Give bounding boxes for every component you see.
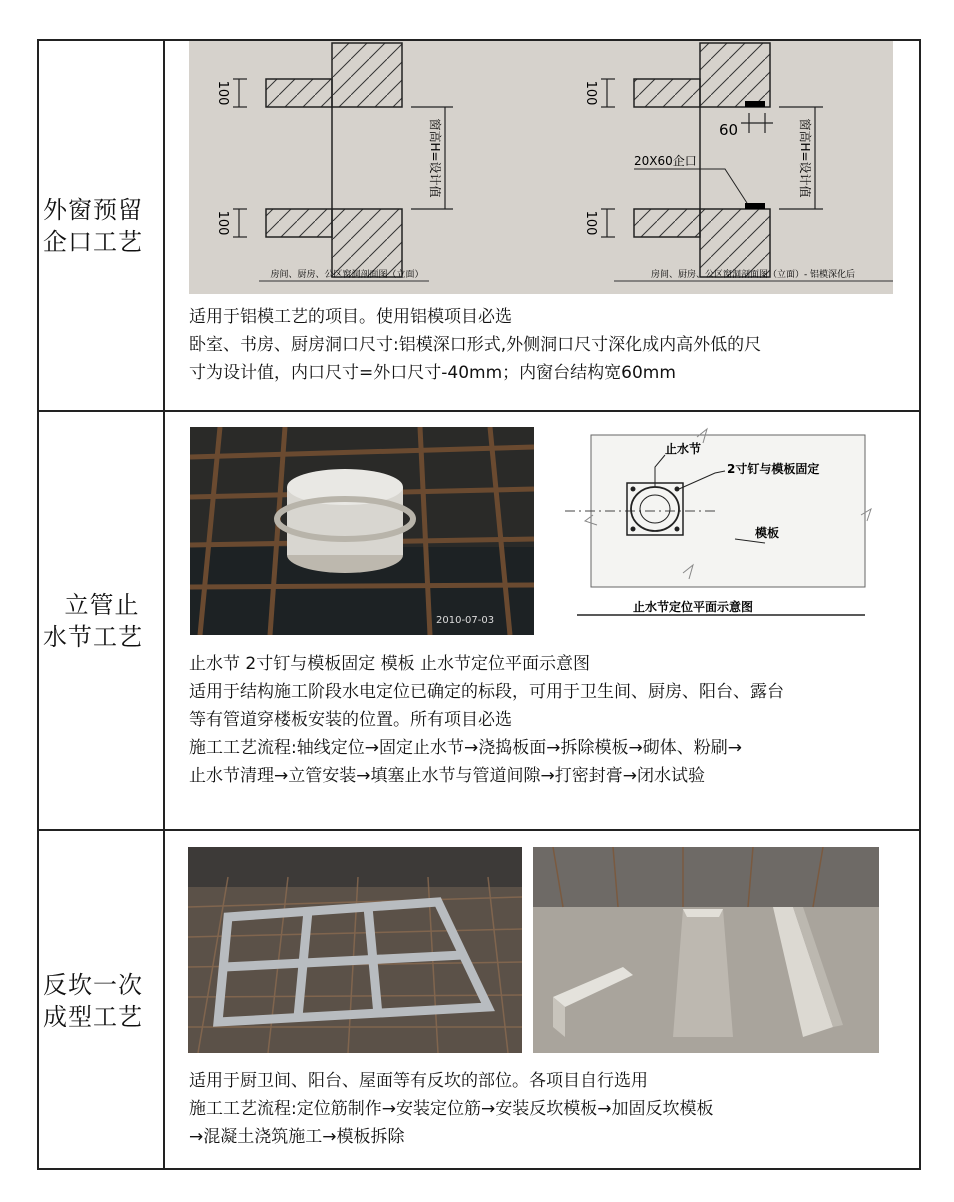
description-line: 止水节清理→立管安装→填塞止水节与管道间隙→打密封膏→闭水试验	[189, 766, 705, 786]
description-line: 等有管道穿楼板安装的位置。所有项目必选	[189, 710, 512, 730]
description-line: 适用于铝模工艺的项目。使用铝模项目必选	[189, 307, 512, 327]
row-label-cell	[39, 41, 165, 410]
curb-formwork-photo	[188, 847, 522, 1053]
dim-label-100: 100	[215, 210, 230, 236]
notch-label: 20X60企口	[634, 154, 697, 168]
label-line: 水节工艺	[43, 622, 143, 651]
dim-label-height: 窗高H=设计值	[428, 118, 442, 198]
table-row	[39, 831, 919, 1170]
label-line: 成型工艺	[43, 1002, 143, 1031]
dim-label-100: 100	[583, 210, 598, 236]
label-line: 反坎一次	[43, 970, 143, 999]
water-stop-photo	[190, 427, 534, 635]
row-content	[167, 412, 919, 829]
dim-label-100: 100	[215, 80, 230, 106]
row-label-cell	[39, 831, 165, 1170]
row-description	[189, 650, 907, 790]
label-line: 外窗预留	[43, 195, 143, 224]
diagram-label-water-stop: 止水节	[665, 442, 702, 456]
dim-label-100: 100	[583, 80, 598, 106]
window-notch-section-drawing	[189, 41, 893, 294]
description-line: 适用于厨卫间、阳台、屋面等有反坎的部位。各项目自行选用	[189, 1071, 648, 1091]
description-line: 卧室、书房、厨房洞口尺寸:铝模深口形式,外侧洞口尺寸深化成内高外低的尺	[189, 335, 762, 355]
row-description	[189, 303, 907, 387]
description-line: 止水节 2寸钉与模板固定 模板 止水节定位平面示意图	[189, 654, 591, 674]
table-row	[39, 412, 919, 831]
description-line: 适用于结构施工阶段水电定位已确定的标段，可用于卫生间、厨房、阳台、露台	[189, 682, 784, 702]
row-description	[189, 1067, 907, 1151]
diagram-caption: 止水节定位平面示意图	[632, 600, 754, 614]
diagram-label-formwork: 模板	[755, 526, 780, 540]
concrete-curb-photo	[533, 847, 879, 1053]
drawing-caption-right: 房间、厨房、公区窗洞剖面图（立面）- 铝模深化后	[650, 270, 856, 280]
photo-date-stamp: 2010-07-03	[436, 615, 495, 626]
dim-label-60: 60	[719, 121, 739, 139]
row-content	[167, 831, 919, 1170]
row-label	[43, 589, 161, 653]
row-content	[167, 41, 919, 410]
description-line: 寸为设计值，内口尺寸=外口尺寸-40mm；内窗台结构宽60mm	[189, 363, 676, 383]
label-line: 立管止	[64, 590, 140, 619]
dim-label-height: 窗高H=设计值	[798, 118, 812, 198]
row-label	[43, 194, 161, 258]
description-line: 施工工艺流程:轴线定位→固定止水节→浇捣板面→拆除模板→砌体、粉刷→	[189, 738, 742, 758]
table-row	[39, 41, 919, 412]
diagram-label-nail: 2寸钉与模板固定	[727, 462, 820, 476]
row-label	[43, 969, 161, 1033]
water-stop-plan-diagram	[565, 425, 879, 631]
drawing-caption-left: 房间、厨房、公区窗洞剖面图（立面）	[270, 270, 424, 280]
description-line: →混凝土浇筑施工→模板拆除	[189, 1127, 405, 1147]
description-line: 施工工艺流程:定位筋制作→安装定位筋→安装反坎模板→加固反坎模板	[189, 1099, 714, 1119]
row-label-cell	[39, 412, 165, 829]
process-table	[37, 39, 921, 1170]
label-line: 企口工艺	[43, 227, 143, 256]
